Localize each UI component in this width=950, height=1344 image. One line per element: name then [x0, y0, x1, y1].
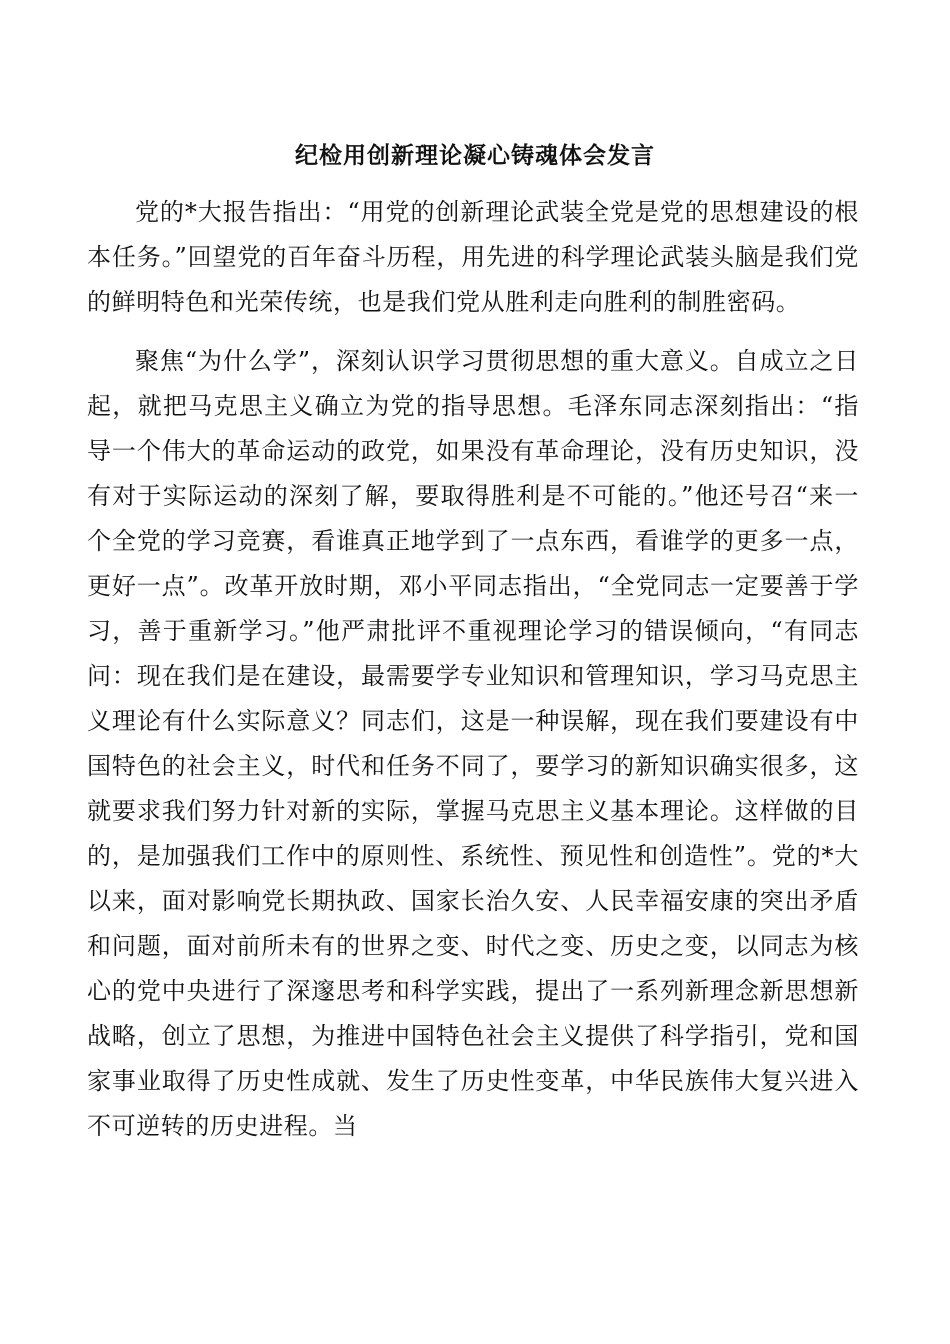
document-title: 纪检用创新理论凝心铸魂体会发言: [295, 142, 655, 169]
paragraph-2: 聚焦“为什么学”，深刻认识学习贯彻思想的重大意义。自成立之日起，就把马克思主义确立为党的指导思想。毛泽东同志深刻指出：“指导一个伟大的革命运动的政党，如果没有革命理论，没有历史知识，没有对于实际运动的深刻了解，要取得胜利是不可能的。”他还号召“来一个全党的学习竞赛，看谁真正地学到了一点东西，看谁学的更多一点，更好一点”。改革开放时期，邓小平同志指出，“全党同志一定要善于学习，善于重新学习。”他严肃批评不重视理论学习的错误倾向，“有同志问：现在我们是在建设，最需要学专业知识和管理知识，学习马克思主义理论有什么实际意义？同志们，这是一种误解，现在我们要建设有中国特色的社会主义，时代和任务不同了，要学习的新知识确实很多，这就要求我们努力针对新的实际，掌握马克思主义基本理论。这样做的目的，是加强我们工作中的原则性、系统性、预见性和创造性”。党的*大以来，面对影响党长期执政、国家长治久安、人民幸福安康的突出矛盾和问题，面对前所未有的世界之变、时代之变、历史之变，以同志为核心的党中央进行了深邃思考和科学实践，提出了一系列新理念新思想新战略，创立了思想，为推进中国特色社会主义提供了科学指引，党和国家事业取得了历史性成就、发生了历史性变革，中华民族伟大复兴进入不可逆转的历史进程。当: [87, 347, 859, 1140]
paragraph-1: 党的*大报告指出：“用党的创新理论武装全党是党的思想建设的根本任务。”回望党的百年奋斗历程，用先进的科学理论武装头脑是我们党的鲜明特色和光荣传统，也是我们党从胜利走向胜利的制胜密码。: [87, 198, 859, 316]
document-body: [87, 190, 859, 1163]
